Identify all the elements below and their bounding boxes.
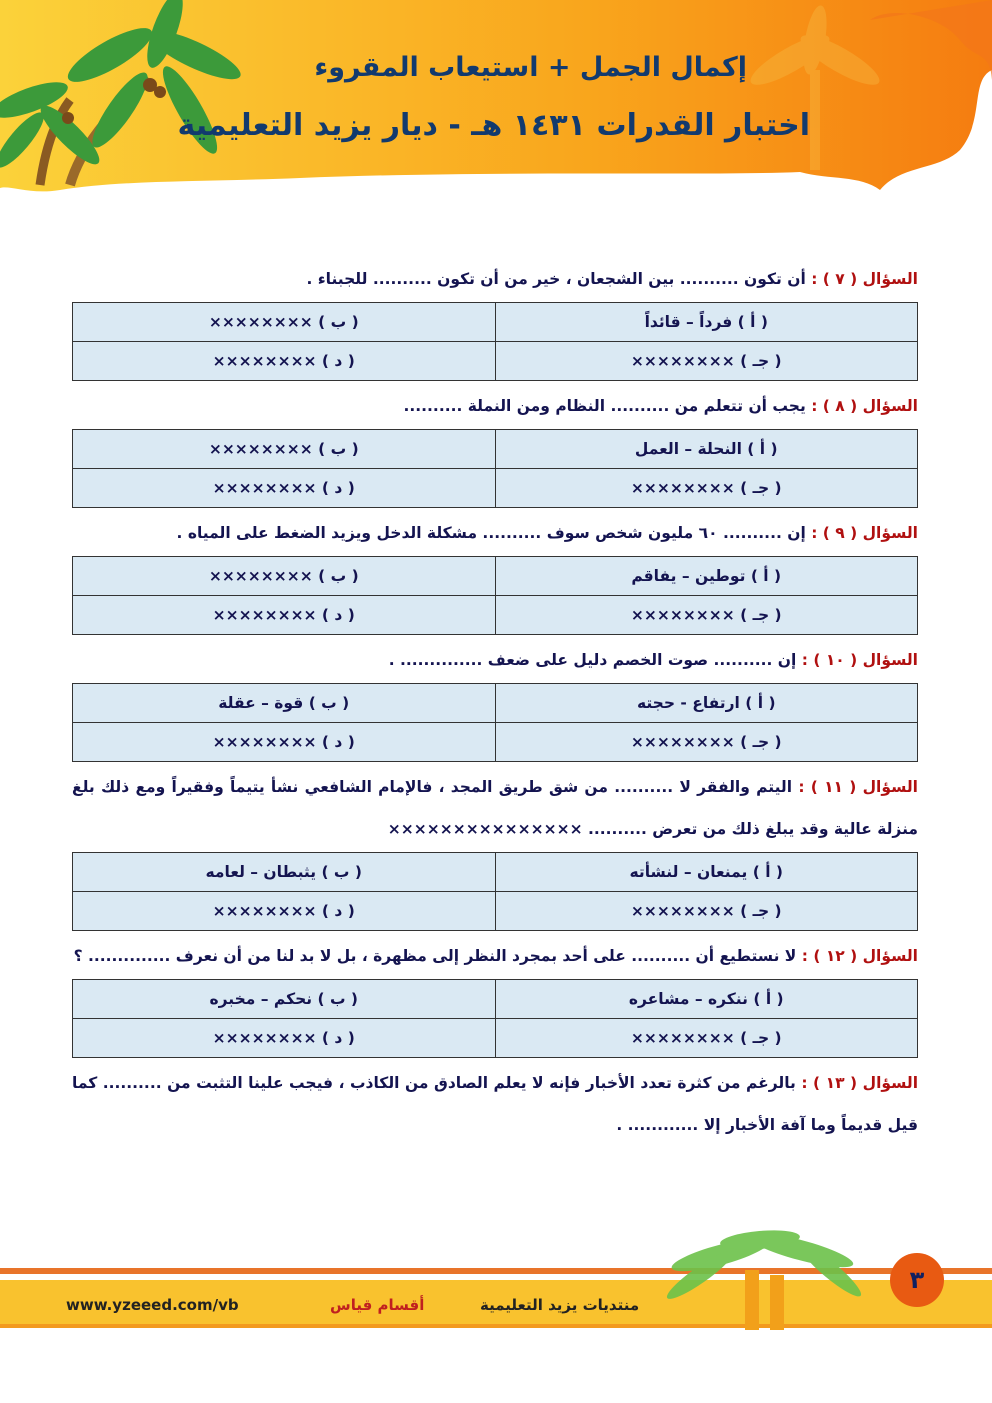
option-c[interactable]: ( جـ ) ××××××××	[495, 469, 918, 508]
options-table	[72, 302, 918, 381]
option-c[interactable]: ( جـ ) ××××××××	[495, 892, 918, 931]
option-a[interactable]: ( أ ) فرداً – قائداً	[495, 303, 918, 342]
option-d[interactable]: ( د ) ××××××××	[73, 342, 496, 381]
question-label: السؤال ( ١٢ ) :	[801, 947, 918, 965]
question-text: اليتم والفقر لا .......... من شق طريق المجد ، فالإمام الشافعي نشأ يتيماً وفقيراً ومع ذلك بلغ منزلة عالية وقد يبلغ ذلك من تعرض .......... ×××××××××××××××	[72, 778, 918, 838]
option-a[interactable]: ( أ ) توطين – يفاقم	[495, 557, 918, 596]
option-c[interactable]: ( جـ ) ××××××××	[495, 723, 918, 762]
option-b[interactable]: ( ب ) قوة – عقلة	[73, 684, 496, 723]
question-label: السؤال ( ٨ ) :	[811, 397, 918, 415]
question-7	[72, 258, 918, 300]
options-table	[72, 556, 918, 635]
question-12	[72, 935, 918, 977]
option-b[interactable]: ( ب ) ××××××××	[73, 303, 496, 342]
question-text: بالرغم من كثرة تعدد الأخبار فإنه لا يعلم الصادق من الكاذب ، فيجب علينا التثبت من .......... كما قيل قديماً وما آفة الأخبار إلا ............ .	[72, 1074, 918, 1134]
options-table	[72, 683, 918, 762]
page-title-line2: اختبار القدرات ١٤٣١ هـ - ديار يزيد التعليمية	[177, 108, 810, 143]
question-10	[72, 639, 918, 681]
option-c[interactable]: ( جـ ) ××××××××	[495, 596, 918, 635]
option-a[interactable]: ( أ ) ارتفاع - حجته	[495, 684, 918, 723]
question-text: لا نستطيع أن .......... على أحد بمجرد النظر إلى مظهرة ، بل لا بد لنا من أن نعرف .............. ؟	[73, 947, 797, 965]
option-b[interactable]: ( ب ) نحكم – مخبره	[73, 980, 496, 1019]
page-number-badge: ٣	[890, 1253, 944, 1307]
question-text: إن .......... ٦٠ مليون شخص سوف .......... مشكلة الدخل ويزيد الضغط على المياه .	[176, 524, 806, 542]
footer-url-link[interactable]: www.yzeeed.com/vb	[66, 1296, 239, 1314]
header-banner	[0, 0, 992, 200]
option-b[interactable]: ( ب ) ××××××××	[73, 430, 496, 469]
question-label: السؤال ( ١١ ) :	[798, 778, 918, 796]
banner-graphic	[0, 0, 992, 200]
option-d[interactable]: ( د ) ××××××××	[73, 723, 496, 762]
question-9	[72, 512, 918, 554]
option-b[interactable]: ( ب ) يثبطان – لعامه	[73, 853, 496, 892]
footer-graphic	[0, 1230, 992, 1350]
option-b[interactable]: ( ب ) ××××××××	[73, 557, 496, 596]
footer-forum-name: منتديات يزيد التعليمية	[480, 1296, 640, 1314]
option-c[interactable]: ( جـ ) ××××××××	[495, 342, 918, 381]
option-c[interactable]: ( جـ ) ××××××××	[495, 1019, 918, 1058]
question-label: السؤال ( ١٣ ) :	[801, 1074, 919, 1092]
options-table	[72, 852, 918, 931]
question-13	[72, 1062, 918, 1146]
question-label: السؤال ( ٩ ) :	[811, 524, 918, 542]
option-a[interactable]: ( أ ) يمنعان – لنشأته	[495, 853, 918, 892]
footer-section-label: أقسام قياس	[330, 1296, 425, 1314]
footer	[0, 1230, 992, 1350]
options-table	[72, 429, 918, 508]
question-label: السؤال ( ١٠ ) :	[801, 651, 918, 669]
option-d[interactable]: ( د ) ××××××××	[73, 892, 496, 931]
question-text: يجب أن تتعلم من .......... النظام ومن النملة ..........	[403, 397, 806, 415]
page-title-line1: إكمال الجمل + استيعاب المقروء	[314, 52, 747, 83]
option-d[interactable]: ( د ) ××××××××	[73, 1019, 496, 1058]
question-text: إن .......... صوت الخصم دليل على ضعف .............. .	[388, 651, 797, 669]
question-11	[72, 766, 918, 850]
question-text: أن تكون .......... بين الشجعان ، خير من أن تكون .......... للجبناء .	[306, 270, 806, 288]
question-label: السؤال ( ٧ ) :	[811, 270, 918, 288]
question-8	[72, 385, 918, 427]
option-a[interactable]: ( أ ) النحلة – العمل	[495, 430, 918, 469]
questions-container	[72, 258, 918, 1146]
option-d[interactable]: ( د ) ××××××××	[73, 469, 496, 508]
option-a[interactable]: ( أ ) ننكره – مشاعره	[495, 980, 918, 1019]
options-table	[72, 979, 918, 1058]
option-d[interactable]: ( د ) ××××××××	[73, 596, 496, 635]
